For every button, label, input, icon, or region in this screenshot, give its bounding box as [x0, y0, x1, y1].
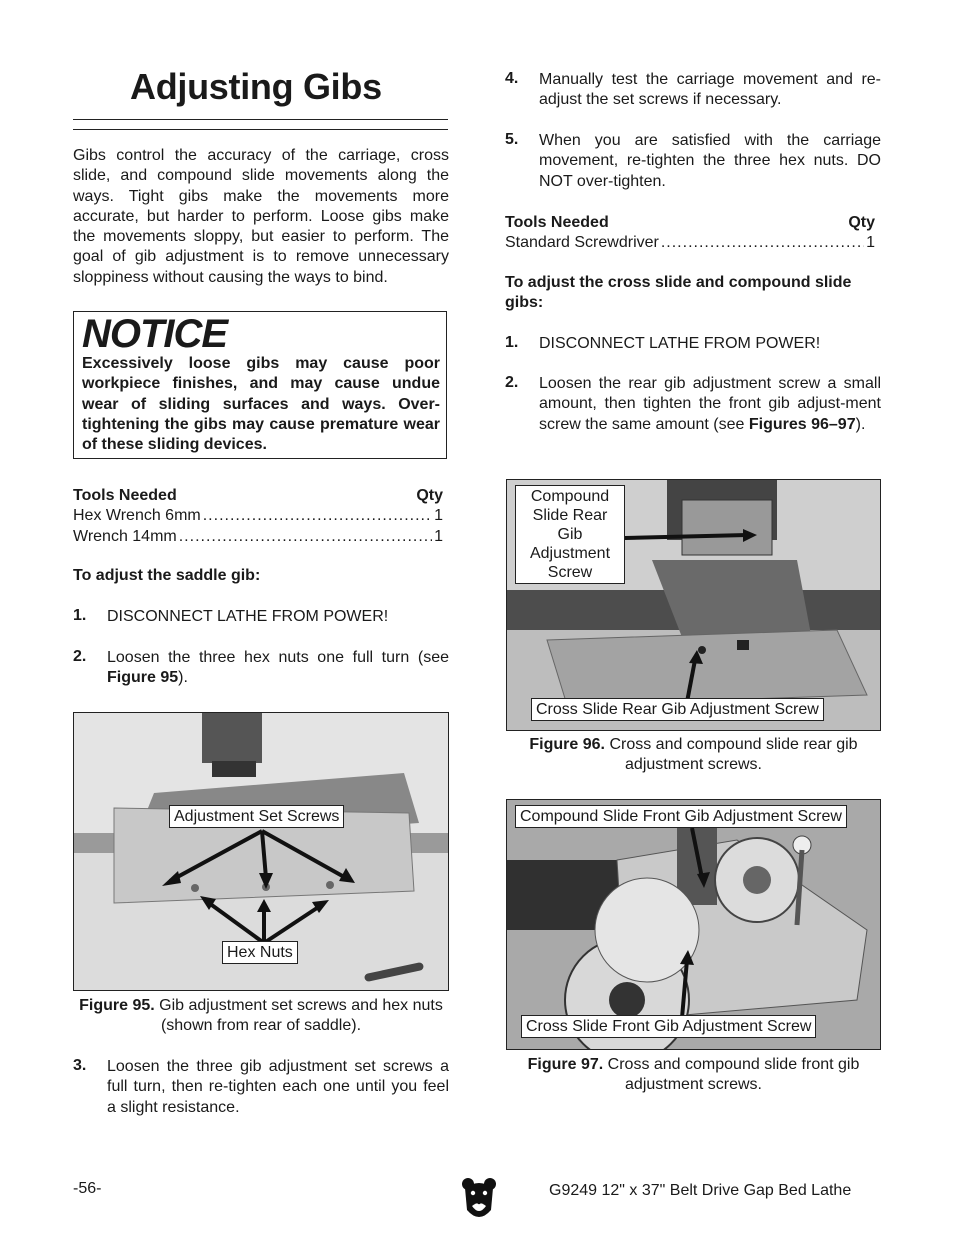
caption-label: Figure 96.: [529, 736, 605, 753]
page-title: Adjusting Gibs: [130, 66, 382, 107]
leader-dots: [179, 527, 432, 547]
tool-qty: 1: [434, 507, 443, 525]
callout-adjustment-set-screws: Adjustment Set Screws: [169, 805, 344, 828]
notice-box: [73, 311, 447, 459]
cross-slide-heading: To adjust the cross slide and compound slide gibs:: [505, 274, 852, 312]
leader-dots: [661, 233, 864, 253]
tool-row: [73, 506, 443, 526]
cross-step-1: [505, 334, 881, 354]
step-number: 3.: [73, 1057, 87, 1074]
bear-logo-icon: [461, 1176, 497, 1222]
saddle-heading: To adjust the saddle gib:: [73, 567, 261, 584]
intro-paragraph: Gibs control the accuracy of the carriage, cross slide, and compound slide movements along the ways. Tight gibs make the movements more accurate, but harder to perform. Loose gibs make the movements sloppy, but easier to perform. The goal of gib adjustment is to remove unnecessary sloppiness without causing the ways to bind.: [73, 147, 449, 286]
step-text: DISCONNECT LATHE FROM POWER!: [539, 335, 821, 352]
footer-model: G9249 12" x 37" Belt Drive Gap Bed Lathe: [549, 1182, 852, 1199]
caption-text: Cross and compound slide rear gib adjustment screws.: [609, 736, 858, 773]
tool-name: Wrench 14mm: [73, 527, 177, 545]
step-text-part: Loosen the rear gib adjustment screw a small amount, then tighten the front gib adjust-ment screw the same amount (see: [539, 375, 881, 433]
caption-text: Gib adjustment set screws and hex nuts (shown from rear of saddle).: [159, 997, 443, 1034]
tool-qty: 1: [866, 234, 875, 252]
callout-hex-nuts: Hex Nuts: [222, 941, 298, 964]
cross-slide-front-photo-illustration: [507, 800, 881, 1050]
saddle-step-4: [505, 70, 881, 111]
step-number: 2.: [505, 374, 519, 391]
qty-header: Qty: [416, 487, 443, 504]
tools-header-row: [505, 213, 875, 233]
figure-96-photo: [506, 479, 881, 731]
figure-97-photo: [506, 799, 881, 1050]
step-number: 5.: [505, 131, 519, 148]
callout-compound-rear-gib-screw: Compound Slide Rear Gib Adjustment Screw: [515, 485, 625, 584]
title-rule-top: [73, 119, 448, 120]
tools-header-row: [73, 486, 443, 506]
qty-header: Qty: [848, 214, 875, 231]
step-text-part: Loosen the three hex nuts one full turn (see: [107, 649, 449, 666]
figure-95-photo: [73, 712, 449, 991]
notice-text: Excessively loose gibs may cause poor workpiece finishes, and may cause undue wear of sliding surfaces and ways. Over-tightening the gibs may cause premature wear of these sliding devices.: [82, 355, 440, 454]
figure-95-caption: [73, 996, 449, 1036]
saddle-step-3: [73, 1057, 449, 1118]
step-text: DISCONNECT LATHE FROM POWER!: [107, 608, 389, 625]
step-text: Loosen the three gib adjustment set screws a full turn, then re-tighten each one until you feel a slight resistance.: [107, 1058, 449, 1116]
title-rule-bottom: [73, 129, 448, 130]
callout-cross-front-gib-screw: Cross Slide Front Gib Adjustment Screw: [521, 1015, 816, 1038]
leader-dots: [203, 506, 432, 526]
step-text: [539, 374, 881, 435]
step-number: 1.: [505, 334, 519, 351]
step-number: 1.: [73, 607, 87, 624]
notice-heading: NOTICE: [82, 312, 228, 356]
tools-header: Tools Needed: [505, 214, 609, 231]
saddle-step-2: [73, 648, 449, 689]
step-number: 4.: [505, 70, 519, 87]
tools-header: Tools Needed: [73, 487, 177, 504]
cross-step-2: [505, 374, 881, 435]
step-text: [107, 648, 449, 689]
step-text-part: ).: [855, 415, 866, 433]
callout-compound-front-gib-screw: Compound Slide Front Gib Adjustment Screw: [515, 805, 847, 828]
figure-reference: Figure 95: [107, 669, 179, 687]
saddle-step-1: [73, 607, 449, 627]
caption-label: Figure 97.: [527, 1056, 604, 1073]
caption-label: Figure 95.: [79, 997, 155, 1014]
tool-qty: 1: [434, 527, 443, 545]
step-text: Manually test the carriage movement and re-adjust the set screws if necessary.: [539, 71, 881, 109]
caption-text: Cross and compound slide front gib adjustment screws.: [607, 1056, 860, 1093]
figure-96-caption: [506, 735, 881, 775]
figure-97-caption: [506, 1055, 881, 1095]
figure-reference: Figures 96–97: [748, 415, 856, 433]
tools-needed-left: [73, 486, 443, 547]
tool-name: Standard Screwdriver: [505, 234, 659, 252]
tool-name: Hex Wrench 6mm: [73, 507, 201, 525]
step-text: When you are satisfied with the carriage movement, re-tighten the three hex nuts. DO NOT over-tighten.: [539, 132, 881, 190]
callout-cross-rear-gib-screw: Cross Slide Rear Gib Adjustment Screw: [531, 698, 824, 721]
saddle-step-5: [505, 131, 881, 192]
tool-row: [505, 233, 875, 253]
tools-needed-right: [505, 213, 875, 254]
tool-row: [73, 527, 443, 547]
step-number: 2.: [73, 648, 87, 665]
page-number: -56-: [73, 1180, 102, 1197]
step-text-part: ).: [178, 669, 188, 687]
